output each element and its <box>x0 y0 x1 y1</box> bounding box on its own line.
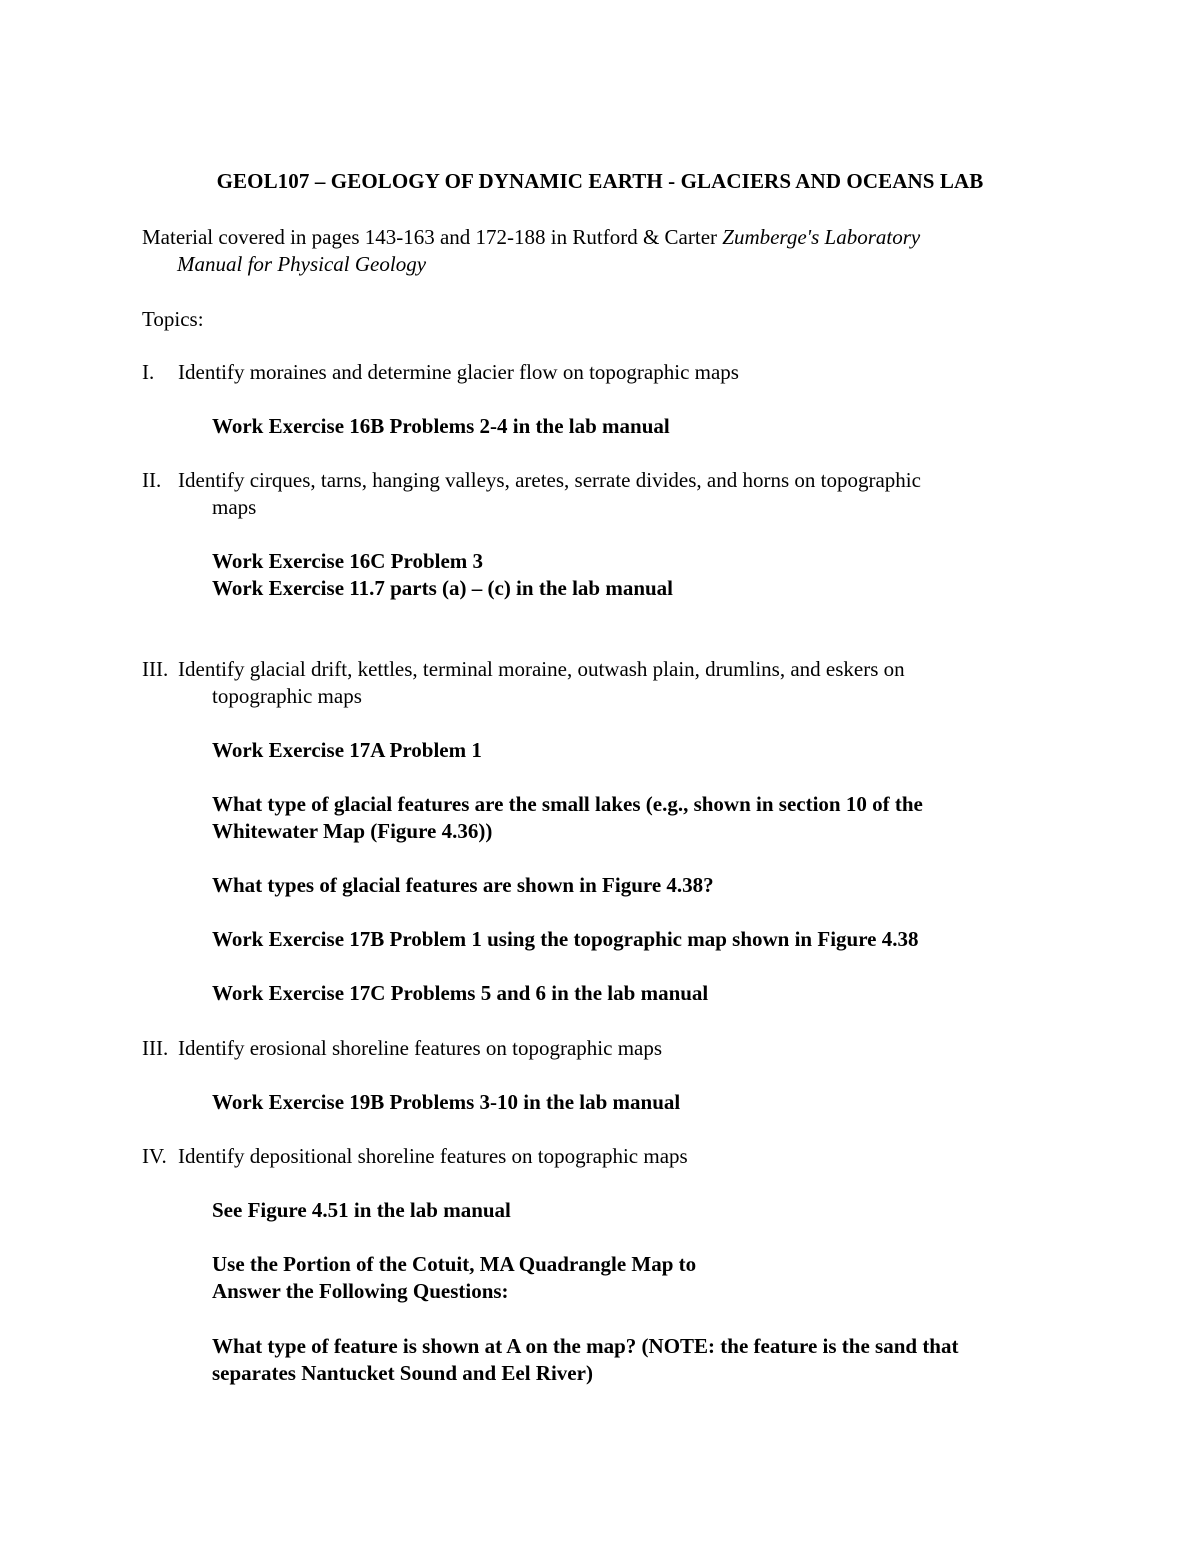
section-3-task-4: Work Exercise 17B Problem 1 using the topographic map shown in Figure 4.38 <box>212 927 919 951</box>
section-3-text-continued: topographic maps <box>212 684 362 708</box>
section-2-task-2: Work Exercise 11.7 parts (a) – (c) in the lab manual <box>212 576 674 600</box>
section-4-numeral: III. <box>142 1036 169 1060</box>
section-4-text: Identify erosional shoreline features on topographic maps <box>178 1036 663 1060</box>
section-2-task-1: Work Exercise 16C Problem 3 <box>212 549 484 573</box>
section-4-heading <box>142 1035 662 1062</box>
section-3-task-2: What type of glacial features are the small lakes (e.g., shown in section 10 of the <box>212 792 923 816</box>
section-5-task-3: What type of feature is shown at A on the map? (NOTE: the feature is the sand that <box>212 1334 959 1358</box>
book-title-part-1: Zumberge's Laboratory <box>722 225 921 249</box>
document-title: GEOL107 – GEOLOGY OF DYNAMIC EARTH - GLACIERS AND OCEANS LAB <box>216 169 984 193</box>
section-5-heading <box>142 1143 688 1170</box>
material-line-1 <box>142 224 920 251</box>
section-4-task-1: Work Exercise 19B Problems 3-10 in the lab manual <box>212 1090 681 1114</box>
section-1-heading <box>142 359 739 386</box>
section-2-heading <box>142 467 921 494</box>
section-3-task-3: What types of glacial features are shown in Figure 4.38? <box>212 873 714 897</box>
section-3-task-2-continued: Whitewater Map (Figure 4.36)) <box>212 819 493 843</box>
section-5-task-3-continued: separates Nantucket Sound and Eel River) <box>212 1361 593 1385</box>
section-2-text: Identify cirques, tarns, hanging valleys, aretes, serrate divides, and horns on topographic <box>178 468 921 492</box>
section-5-task-1: See Figure 4.51 in the lab manual <box>212 1198 511 1222</box>
book-title-part-2: Manual for Physical Geology <box>177 252 427 276</box>
section-3-heading <box>142 656 905 683</box>
section-3-task-1: Work Exercise 17A Problem 1 <box>212 738 482 762</box>
topics-label: Topics: <box>142 307 204 331</box>
section-3-numeral: III. <box>142 657 169 681</box>
section-3-text: Identify glacial drift, kettles, terminal moraine, outwash plain, drumlins, and eskers on <box>178 657 905 681</box>
section-5-task-2-continued: Answer the Following Questions: <box>212 1279 509 1303</box>
material-text: Material covered in pages 143-163 and 172-188 in Rutford & Carter <box>142 225 723 249</box>
section-2-numeral: II. <box>142 468 162 492</box>
section-2-text-continued: maps <box>212 495 257 519</box>
section-1-task-1: Work Exercise 16B Problems 2-4 in the lab manual <box>212 414 670 438</box>
section-1-text: Identify moraines and determine glacier flow on topographic maps <box>178 360 739 384</box>
section-5-text: Identify depositional shoreline features on topographic maps <box>178 1144 688 1168</box>
section-3-task-5: Work Exercise 17C Problems 5 and 6 in the lab manual <box>212 981 709 1005</box>
section-1-numeral: I. <box>142 360 155 384</box>
section-5-numeral: IV. <box>142 1144 167 1168</box>
section-5-task-2: Use the Portion of the Cotuit, MA Quadrangle Map to <box>212 1252 697 1276</box>
